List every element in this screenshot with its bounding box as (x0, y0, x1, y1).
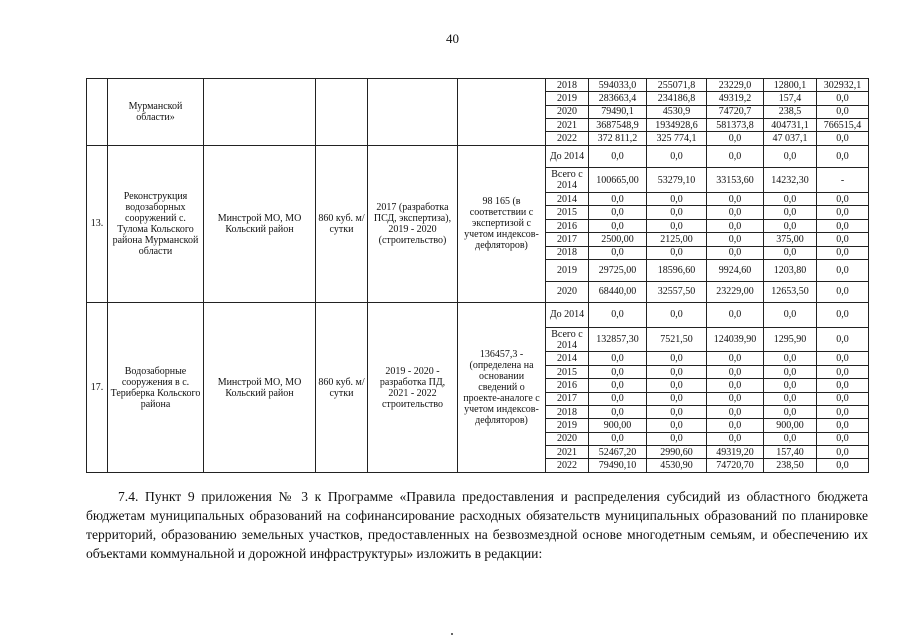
total-cell: 0,0 (589, 405, 647, 418)
value-cell-3: 33153,60 (707, 168, 764, 193)
total-cell: 100665,00 (589, 168, 647, 193)
value-cell-4: 0,0 (764, 365, 817, 378)
year-cell: До 2014 (546, 145, 589, 168)
value-cell-5: 0,0 (817, 233, 869, 246)
year-cell: 2020 (546, 105, 589, 118)
value-cell-5: 0,0 (817, 405, 869, 418)
value-cell-3: 0,0 (707, 246, 764, 259)
year-cell: Всего с 2014 (546, 327, 589, 352)
total-cell: 79490,10 (589, 459, 647, 473)
total-cell: 0,0 (589, 365, 647, 378)
value-cell-3: 0,0 (707, 365, 764, 378)
value-cell-4: 0,0 (764, 206, 817, 219)
row-number-cell: 17. (87, 303, 108, 473)
value-cell-5: 0,0 (817, 246, 869, 259)
ministry-cell: Минстрой МО, МО Кольский район (204, 303, 316, 473)
value-cell-4: 0,0 (764, 193, 817, 206)
value-cell-5: 0,0 (817, 145, 869, 168)
value-cell-2: 255071,8 (647, 79, 707, 92)
value-cell-5: 0,0 (817, 303, 869, 328)
value-cell-3: 74720,70 (707, 459, 764, 473)
value-cell-2: 0,0 (647, 145, 707, 168)
total-cell: 0,0 (589, 246, 647, 259)
total-cell: 0,0 (589, 392, 647, 405)
value-cell-5: 0,0 (817, 206, 869, 219)
value-cell-3: 0,0 (707, 405, 764, 418)
value-cell-4: 0,0 (764, 145, 817, 168)
value-cell-5: 0,0 (817, 105, 869, 118)
value-cell-4: 47 037,1 (764, 132, 817, 145)
year-cell: Всего с 2014 (546, 168, 589, 193)
value-cell-3: 23229,00 (707, 281, 764, 303)
table-row (87, 303, 869, 328)
value-cell-3: 0,0 (707, 193, 764, 206)
value-cell-4: 900,00 (764, 419, 817, 432)
row-number-cell (87, 79, 108, 146)
value-cell-2: 4530,9 (647, 105, 707, 118)
year-cell: 2019 (546, 419, 589, 432)
value-cell-2: 7521,50 (647, 327, 707, 352)
term-cell: 2017 (разработка ПСД, экспертиза), 2019 - 2020 (строительство) (368, 145, 458, 302)
year-cell: 2016 (546, 379, 589, 392)
value-cell-4: 157,4 (764, 92, 817, 105)
year-cell: 2018 (546, 79, 589, 92)
value-cell-4: 12800,1 (764, 79, 817, 92)
total-cell: 283663,4 (589, 92, 647, 105)
value-cell-4: 157,40 (764, 445, 817, 458)
year-cell: 2021 (546, 119, 589, 132)
value-cell-5: 302932,1 (817, 79, 869, 92)
value-cell-3: 74720,7 (707, 105, 764, 118)
cost-cell: 98 165 (в соответствии с экспертизой с учетом индексов-дефляторов) (458, 145, 546, 302)
value-cell-4: 1203,80 (764, 259, 817, 281)
term-cell (368, 79, 458, 146)
value-cell-2: 18596,60 (647, 259, 707, 281)
total-cell: 900,00 (589, 419, 647, 432)
value-cell-3: 0,0 (707, 303, 764, 328)
total-cell: 0,0 (589, 206, 647, 219)
value-cell-5: 0,0 (817, 432, 869, 445)
value-cell-4: 1295,90 (764, 327, 817, 352)
year-cell: 2014 (546, 352, 589, 365)
total-cell: 52467,20 (589, 445, 647, 458)
value-cell-5: 0,0 (817, 327, 869, 352)
value-cell-5: 0,0 (817, 132, 869, 145)
value-cell-5: 0,0 (817, 419, 869, 432)
value-cell-4: 0,0 (764, 219, 817, 232)
year-cell: 2020 (546, 281, 589, 303)
value-cell-5: 0,0 (817, 259, 869, 281)
value-cell-4: 14232,30 (764, 168, 817, 193)
ministry-cell (204, 79, 316, 146)
value-cell-3: 49319,2 (707, 92, 764, 105)
total-cell: 0,0 (589, 193, 647, 206)
value-cell-2: 32557,50 (647, 281, 707, 303)
object-name-cell: Реконструкция водозаборных сооружений с. Тулома Кольского района Мурманской области (108, 145, 204, 302)
value-cell-4: 238,5 (764, 105, 817, 118)
value-cell-3: 0,0 (707, 132, 764, 145)
value-cell-2: 0,0 (647, 206, 707, 219)
value-cell-5: 0,0 (817, 281, 869, 303)
value-cell-2: 2990,60 (647, 445, 707, 458)
value-cell-2: 325 774,1 (647, 132, 707, 145)
year-cell: 2018 (546, 405, 589, 418)
total-cell: 132857,30 (589, 327, 647, 352)
value-cell-3: 49319,20 (707, 445, 764, 458)
capacity-cell: 860 куб. м/сутки (316, 145, 368, 302)
financing-table (86, 78, 869, 473)
value-cell-2: 0,0 (647, 352, 707, 365)
value-cell-3: 0,0 (707, 432, 764, 445)
value-cell-2: 0,0 (647, 246, 707, 259)
year-cell: 2015 (546, 206, 589, 219)
year-cell: 2018 (546, 246, 589, 259)
value-cell-4: 0,0 (764, 392, 817, 405)
total-cell: 68440,00 (589, 281, 647, 303)
year-cell: 2019 (546, 92, 589, 105)
year-cell: 2017 (546, 392, 589, 405)
total-cell: 29725,00 (589, 259, 647, 281)
total-cell: 0,0 (589, 145, 647, 168)
value-cell-2: 4530,90 (647, 459, 707, 473)
value-cell-3: 581373,8 (707, 119, 764, 132)
capacity-cell (316, 79, 368, 146)
year-cell: 2015 (546, 365, 589, 378)
value-cell-5: 0,0 (817, 445, 869, 458)
total-cell: 0,0 (589, 432, 647, 445)
value-cell-2: 1934928,6 (647, 119, 707, 132)
value-cell-3: 9924,60 (707, 259, 764, 281)
year-cell: 2020 (546, 432, 589, 445)
value-cell-4: 375,00 (764, 233, 817, 246)
table-row (87, 145, 869, 168)
value-cell-5: 0,0 (817, 379, 869, 392)
capacity-cell: 860 куб. м/сутки (316, 303, 368, 473)
object-name-cell: Мурманской области» (108, 79, 204, 146)
term-cell: 2019 - 2020 - разработка ПД, 2021 - 2022 строительство (368, 303, 458, 473)
year-cell: 2017 (546, 233, 589, 246)
page-number: 40 (446, 31, 459, 46)
value-cell-3: 23229,0 (707, 79, 764, 92)
value-cell-2: 0,0 (647, 392, 707, 405)
value-cell-5: 0,0 (817, 392, 869, 405)
value-cell-4: 0,0 (764, 432, 817, 445)
value-cell-4: 0,0 (764, 246, 817, 259)
value-cell-2: 234186,8 (647, 92, 707, 105)
total-cell: 79490,1 (589, 105, 647, 118)
object-name-cell: Водозаборные сооружения в с. Териберка Кольского района (108, 303, 204, 473)
cost-cell: 136457,3 - (определена на основании сведений о проекте-аналоге с учетом индексов-дефляторов) (458, 303, 546, 473)
value-cell-4: 238,50 (764, 459, 817, 473)
year-cell: 2022 (546, 132, 589, 145)
value-cell-2: 0,0 (647, 193, 707, 206)
value-cell-5: 0,0 (817, 92, 869, 105)
total-cell: 0,0 (589, 303, 647, 328)
value-cell-5: 0,0 (817, 219, 869, 232)
value-cell-3: 0,0 (707, 392, 764, 405)
value-cell-2: 0,0 (647, 379, 707, 392)
value-cell-3: 0,0 (707, 233, 764, 246)
value-cell-5: 0,0 (817, 459, 869, 473)
value-cell-2: 0,0 (647, 365, 707, 378)
total-cell: 0,0 (589, 352, 647, 365)
value-cell-2: 0,0 (647, 405, 707, 418)
value-cell-3: 0,0 (707, 379, 764, 392)
value-cell-4: 12653,50 (764, 281, 817, 303)
total-cell: 2500,00 (589, 233, 647, 246)
value-cell-3: 0,0 (707, 352, 764, 365)
value-cell-2: 0,0 (647, 432, 707, 445)
value-cell-3: 0,0 (707, 145, 764, 168)
year-cell: 2019 (546, 259, 589, 281)
value-cell-4: 404731,1 (764, 119, 817, 132)
value-cell-3: 0,0 (707, 219, 764, 232)
value-cell-3: 124039,90 (707, 327, 764, 352)
total-cell: 3687548,9 (589, 119, 647, 132)
paragraph-7-4: 7.4. Пункт 9 приложения № 3 к Программе «Правила предоставления и распределения субсидий из областного бюджета бюджетам муниципальных образований на софинансирование расходных обязательств муниципальных образований по планировке территорий, образованию земельных участков, предоставленных на безвозмездной основе многодетным семьям, и обеспечению их объектами коммунальной и дорожной инфраструктуры» изложить в редакции: (86, 489, 868, 561)
scan-mark (451, 633, 453, 635)
value-cell-3: 0,0 (707, 206, 764, 219)
year-cell: 2014 (546, 193, 589, 206)
total-cell: 0,0 (589, 219, 647, 232)
total-cell: 372 811,2 (589, 132, 647, 145)
value-cell-5: 766515,4 (817, 119, 869, 132)
year-cell: До 2014 (546, 303, 589, 328)
value-cell-4: 0,0 (764, 352, 817, 365)
value-cell-4: 0,0 (764, 379, 817, 392)
value-cell-3: 0,0 (707, 419, 764, 432)
cost-cell (458, 79, 546, 146)
table-row (87, 79, 869, 92)
year-cell: 2021 (546, 445, 589, 458)
value-cell-2: 2125,00 (647, 233, 707, 246)
value-cell-5: - (817, 168, 869, 193)
total-cell: 594033,0 (589, 79, 647, 92)
row-number-cell: 13. (87, 145, 108, 302)
value-cell-4: 0,0 (764, 405, 817, 418)
value-cell-5: 0,0 (817, 193, 869, 206)
value-cell-4: 0,0 (764, 303, 817, 328)
year-cell: 2022 (546, 459, 589, 473)
value-cell-2: 0,0 (647, 219, 707, 232)
year-cell: 2016 (546, 219, 589, 232)
value-cell-2: 0,0 (647, 303, 707, 328)
ministry-cell: Минстрой МО, МО Кольский район (204, 145, 316, 302)
value-cell-2: 53279,10 (647, 168, 707, 193)
value-cell-5: 0,0 (817, 352, 869, 365)
total-cell: 0,0 (589, 379, 647, 392)
value-cell-5: 0,0 (817, 365, 869, 378)
value-cell-2: 0,0 (647, 419, 707, 432)
